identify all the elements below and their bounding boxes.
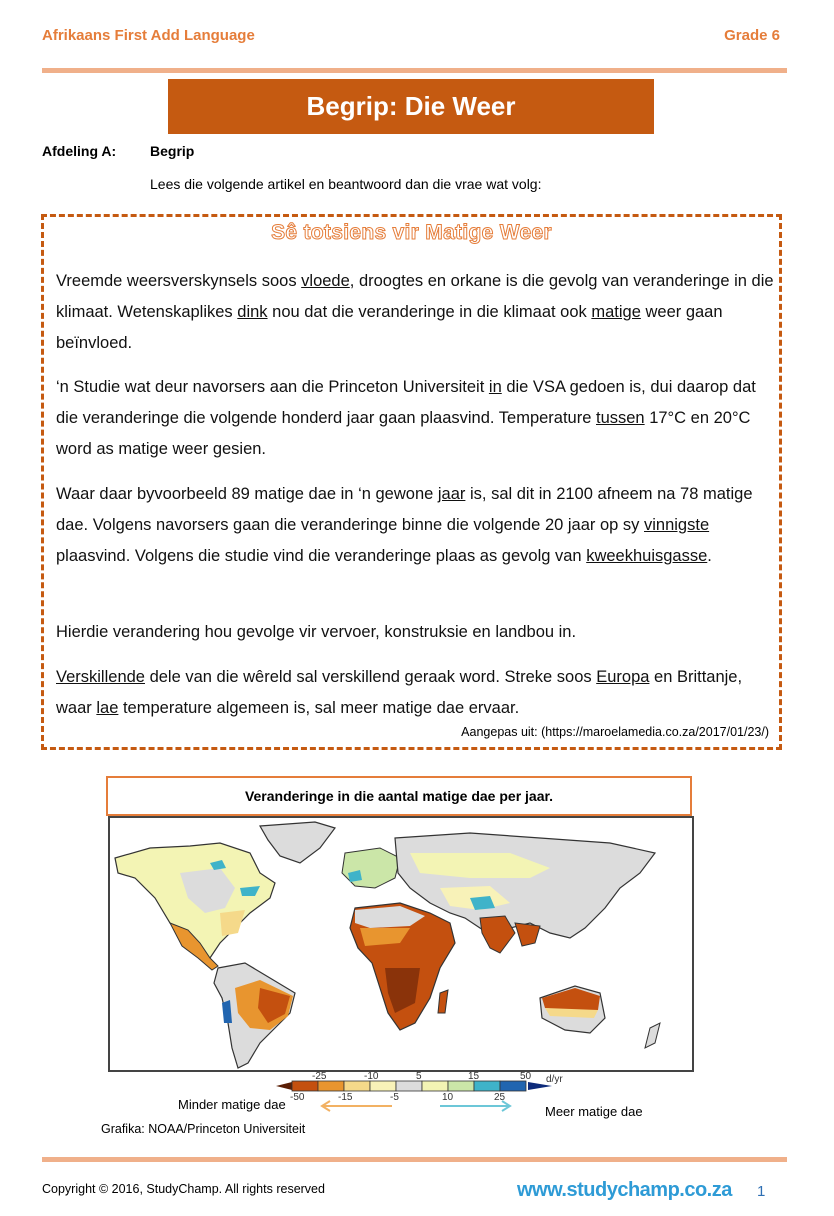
article-source: Aangepas uit: (https://maroelamedia.co.za/2017/01/23/) xyxy=(461,725,769,739)
section-name: Begrip xyxy=(150,143,195,159)
underlined-word: Europa xyxy=(596,668,650,686)
underlined-word: lae xyxy=(96,699,119,717)
world-map xyxy=(108,816,694,1072)
underlined-word: dink xyxy=(237,303,268,321)
legend-less-label: Minder matige dae xyxy=(178,1097,286,1112)
article-paragraph: Verskillende dele van die wêreld sal verskillend geraak word. Streke soos Europa en Brittanje, waar lae temperature algemeen is, sal meer matige dae ervaar. xyxy=(56,668,743,717)
underlined-word: in xyxy=(488,378,502,396)
svg-text:-5: -5 xyxy=(390,1092,399,1103)
underlined-word: tussen xyxy=(596,409,645,427)
article-title: Sê totsiens vir Matige Weer xyxy=(271,221,552,244)
svg-text:-10: -10 xyxy=(364,1072,379,1082)
copyright-text: Copyright © 2016, StudyChamp. All rights reserved xyxy=(42,1182,325,1196)
underlined-word: kweekhuisgasse xyxy=(586,547,708,565)
map-title: Veranderinge in die aantal matige dae per jaar. xyxy=(106,776,692,816)
underlined-word: Verskillende xyxy=(56,668,145,686)
svg-text:25: 25 xyxy=(494,1092,506,1103)
colorbar-cell xyxy=(448,1081,474,1091)
svg-text:-25: -25 xyxy=(312,1072,327,1082)
article-paragraph: Vreemde weersverskynsels soos vloede, droogtes en orkane is die gevolg van veranderinge in die klimaat. Wetenskaplikes dink nou dat die veranderinge in die klimaat ook matige weer gaan beïnvloed. xyxy=(56,272,774,352)
subject-header: Afrikaans First Add Language xyxy=(42,27,255,44)
svg-text:10: 10 xyxy=(442,1092,454,1103)
footer-rule xyxy=(42,1157,787,1162)
colorbar-cell xyxy=(292,1081,318,1091)
svg-text:5: 5 xyxy=(416,1072,422,1082)
svg-text:50: 50 xyxy=(520,1072,532,1082)
page-number: 1 xyxy=(757,1183,766,1200)
underlined-word: jaar xyxy=(437,485,466,503)
colorbar-unit: d/yr xyxy=(546,1074,563,1085)
colorbar-cell xyxy=(396,1081,422,1091)
colorbar-cell xyxy=(500,1081,526,1091)
grade-header: Grade 6 xyxy=(724,27,780,44)
colorbar-cell xyxy=(344,1081,370,1091)
article-paragraph: ‘n Studie wat deur navorsers aan die Princeton Universiteit in die VSA gedoen is, dui daarop dat die veranderinge die volgende honderd jaar gaan plaasvind. Temperature tussen 17°C en 20°C word as matige weer gesien. xyxy=(56,378,756,458)
svg-text:-50: -50 xyxy=(290,1092,305,1103)
legend-more-label: Meer matige dae xyxy=(545,1104,643,1119)
article-box xyxy=(41,214,782,750)
article-paragraph: Waar daar byvoorbeeld 89 matige dae in ‘n gewone jaar is, sal dit in 2100 afneem na 78 matige dae. Volgens navorsers gaan die veranderinge binne die volgende 20 jaar op sy vinnigste plaasvind. Volgens die studie vind die veranderinge plaas as gevolg van kweekhuisgasse. xyxy=(56,485,753,565)
website-link[interactable]: www.studychamp.co.za xyxy=(517,1179,732,1201)
instruction-text: Lees die volgende artikel en beantwoord dan die vrae wat volg: xyxy=(150,176,542,192)
underlined-word: vinnigste xyxy=(644,516,710,534)
page-title: Begrip: Die Weer xyxy=(168,79,654,134)
colorbar-cell xyxy=(422,1081,448,1091)
svg-text:-15: -15 xyxy=(338,1092,353,1103)
article-paragraph: Hierdie verandering hou gevolge vir vervoer, konstruksie en landbou in. xyxy=(56,623,577,641)
section-label: Afdeling A: xyxy=(42,143,117,159)
colorbar-cell xyxy=(474,1081,500,1091)
colorbar-cell xyxy=(318,1081,344,1091)
colorbar-cell xyxy=(370,1081,396,1091)
svg-text:15: 15 xyxy=(468,1072,480,1082)
colorbar-low-arrow xyxy=(276,1082,292,1090)
underlined-word: vloede xyxy=(301,272,350,290)
header-rule xyxy=(42,68,787,73)
underlined-word: matige xyxy=(591,303,641,321)
world-map-icon xyxy=(110,818,692,1070)
map-credit: Grafika: NOAA/Princeton Universiteit xyxy=(101,1122,306,1136)
colorbar xyxy=(270,1072,570,1112)
